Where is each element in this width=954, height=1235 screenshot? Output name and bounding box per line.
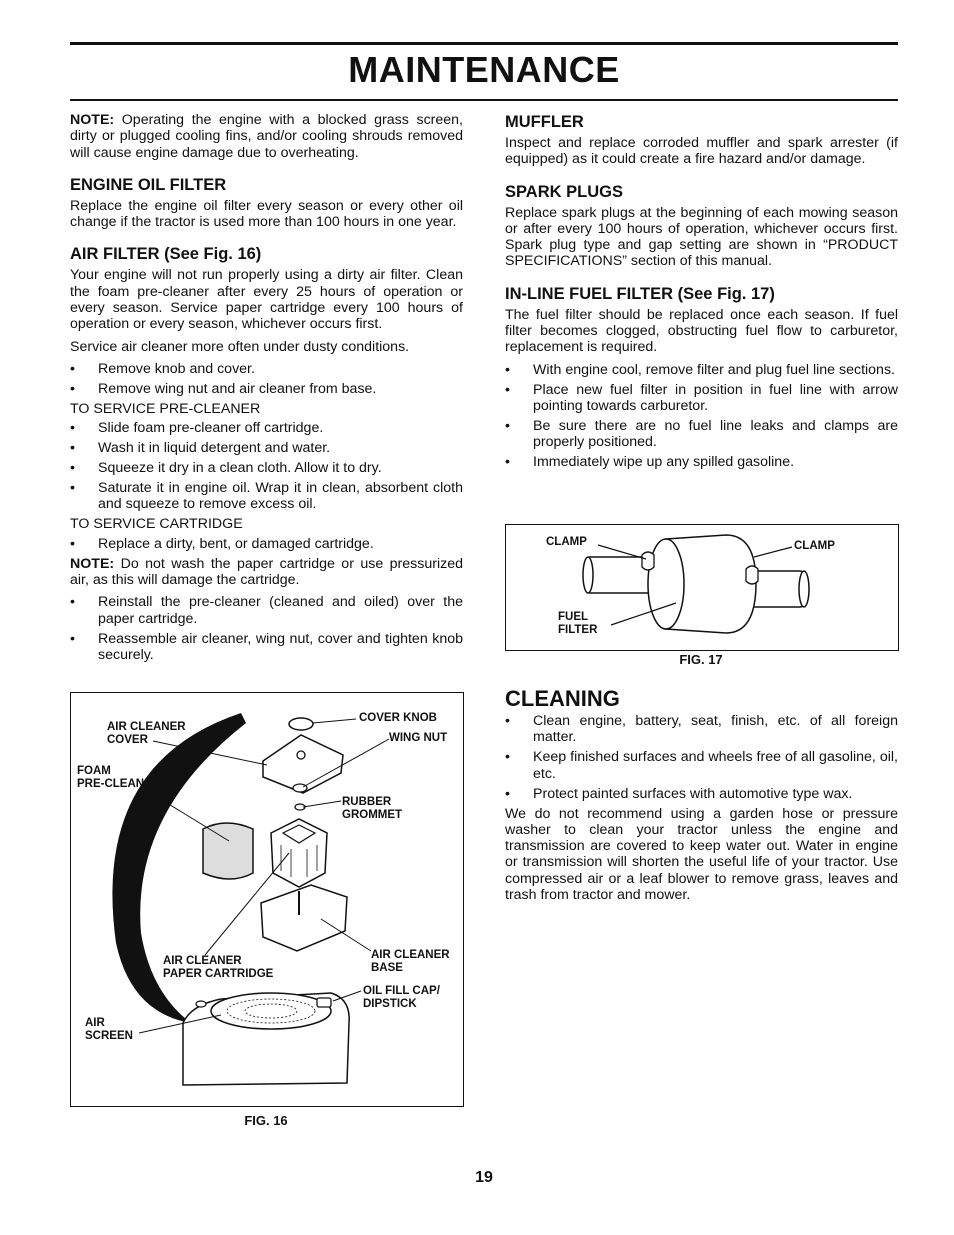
cleaning-list [505, 713, 898, 802]
fig17-caption: FIG. 17 [679, 652, 723, 667]
list-item: • Replace a dirty, bent, or damaged cartridge. [70, 536, 463, 552]
foam-shape [203, 823, 253, 879]
label-paper-cartridge: AIR CLEANER PAPER CARTRIDGE [163, 955, 274, 980]
list-item: • Squeeze it dry in a clean cloth. Allow it to dry. [70, 460, 463, 476]
oil-filter-text: Replace the engine oil filter every season or every other oil change if the tractor is used more than 100 hours in one year. [70, 197, 463, 231]
fuel-filter-list [505, 362, 898, 471]
label-foam-pre-cleaner: FOAM PRE-CLEANER [77, 765, 161, 790]
list-item: • Place new fuel filter in position in fuel line with arrow pointing towards carburetor. [505, 382, 898, 415]
muffler-text: Inspect and replace corroded muffler and spark arrester (if equipped) as it could create a fire hazard and/or damage. [505, 135, 898, 168]
left-column [70, 112, 463, 667]
fuel-filter-text: The fuel filter should be replaced once each season. If fuel filter becomes clogged, obstructing fuel flow to carburetor, replacement is required. [505, 306, 898, 356]
list-item: • Clean engine, battery, seat, finish, etc. of all foreign matter. [505, 713, 898, 746]
spark-plugs-text: Replace spark plugs at the beginning of each mowing season or after every 100 hours of operation, whichever occurs first. Spark plug type and gap setting are shown in “PRODUCT SPECIFICATIONS” section of this manual. [505, 204, 898, 270]
note-lead: NOTE: [70, 112, 115, 128]
list-item: • Immediately wipe up any spilled gasoline. [505, 454, 898, 470]
list-item: • Reassemble air cleaner, wing nut, cover and tighten knob securely. [70, 631, 463, 664]
label-oil-fill-cap: OIL FILL CAP/ DIPSTICK [363, 985, 440, 1010]
cartridge-label: TO SERVICE CARTRIDGE [70, 516, 243, 533]
cleaning-text: We do not recommend using a garden hose or pressure washer to clean your tractor unless the engine and transmission are covered to keep water out. Water in engine or transmission will shorten the useful life of your tractor. Use compressed air or a leaf blower to remove grass, leaves and trash from tractor and mower. [505, 805, 898, 904]
fuel-filter-heading: IN-LINE FUEL FILTER (See Fig. 17) [505, 284, 775, 303]
title-underline [70, 99, 898, 101]
note-cartridge [70, 556, 463, 589]
list-item: • With engine cool, remove filter and plug fuel line sections. [505, 362, 898, 378]
page-title: MAINTENANCE [348, 49, 620, 90]
top-rule [70, 42, 898, 45]
label-cover-knob: COVER KNOB [359, 712, 437, 724]
label-rubber-grommet: RUBBER GROMMET [342, 796, 403, 821]
note-lead: NOTE: [70, 555, 115, 572]
label-air-screen: AIR SCREEN [85, 1017, 133, 1042]
muffler-heading: MUFFLER [505, 113, 584, 131]
clamp-right-shape [746, 566, 758, 584]
reassemble-list [70, 594, 463, 663]
list-item: • Wash it in liquid detergent and water. [70, 440, 463, 456]
air-filter-heading: AIR FILTER (See Fig. 16) [70, 245, 262, 264]
label-clamp-left: CLAMP [546, 536, 587, 548]
right-column [505, 112, 898, 474]
page-number: 19 [475, 1169, 493, 1186]
pre-cleaner-list [70, 420, 463, 513]
note-overheating [70, 112, 463, 161]
fig16-illustration [70, 692, 464, 1107]
list-item: • Slide foam pre-cleaner off cartridge. [70, 420, 463, 436]
cleaning-heading: CLEANING [505, 686, 620, 711]
list-item: • Saturate it in engine oil. Wrap it in clean, absorbent cloth and squeeze to remove excess oil. [70, 480, 463, 513]
list-item: • Be sure there are no fuel line leaks and clamps are properly positioned. [505, 418, 898, 451]
label-air-cleaner-cover: AIR CLEANER COVER [107, 721, 186, 746]
fig16-caption: FIG. 16 [244, 1113, 288, 1128]
label-air-cleaner-base: AIR CLEANER BASE [371, 949, 450, 974]
note-body: Operating the engine with a blocked grass screen, dirty or plugged cooling fins, and/or cooling shrouds removed will cause engine damage due to overheating. [70, 112, 463, 161]
list-item: • Remove knob and cover. [70, 361, 463, 377]
label-clamp-right: CLAMP [794, 540, 835, 552]
air-cleaner-drawing [71, 693, 463, 1106]
cleaning-section [505, 687, 898, 909]
list-item: • Reinstall the pre-cleaner (cleaned and oiled) over the paper cartridge. [70, 594, 463, 627]
air-screen-shape [211, 993, 331, 1029]
note-body: Do not wash the paper cartridge or use pressurized air, as this will damage the cartridge. [70, 555, 463, 589]
clamp-left-shape [642, 552, 654, 570]
fig17-illustration [505, 524, 899, 651]
remove-steps-list [70, 361, 463, 397]
spark-plugs-heading: SPARK PLUGS [505, 182, 623, 201]
cartridge-list [70, 536, 463, 552]
list-item: • Remove wing nut and air cleaner from base. [70, 381, 463, 397]
air-filter-paragraph: Your engine will not run properly using a dirty air filter. Clean the foam pre-cleaner after every 25 hours of operation or every season. Service paper cartridge every 100 hours of operation or every season, whichever occurs first. [70, 267, 463, 333]
list-item: • Protect painted surfaces with automotive type wax. [505, 786, 898, 802]
air-filter-dusty: Service air cleaner more often under dusty conditions. [70, 338, 410, 355]
list-item: • Keep finished surfaces and wheels free of all gasoline, oil, etc. [505, 749, 898, 782]
oil-filter-heading: ENGINE OIL FILTER [70, 175, 227, 194]
label-wing-nut: WING NUT [389, 732, 448, 744]
fuel-hose-left [586, 557, 651, 593]
base-shape [261, 885, 347, 951]
label-fuel-filter: FUEL FILTER [558, 611, 598, 636]
pre-cleaner-label: TO SERVICE PRE-CLEANER [70, 400, 261, 417]
cover-knob-shape [289, 718, 313, 730]
